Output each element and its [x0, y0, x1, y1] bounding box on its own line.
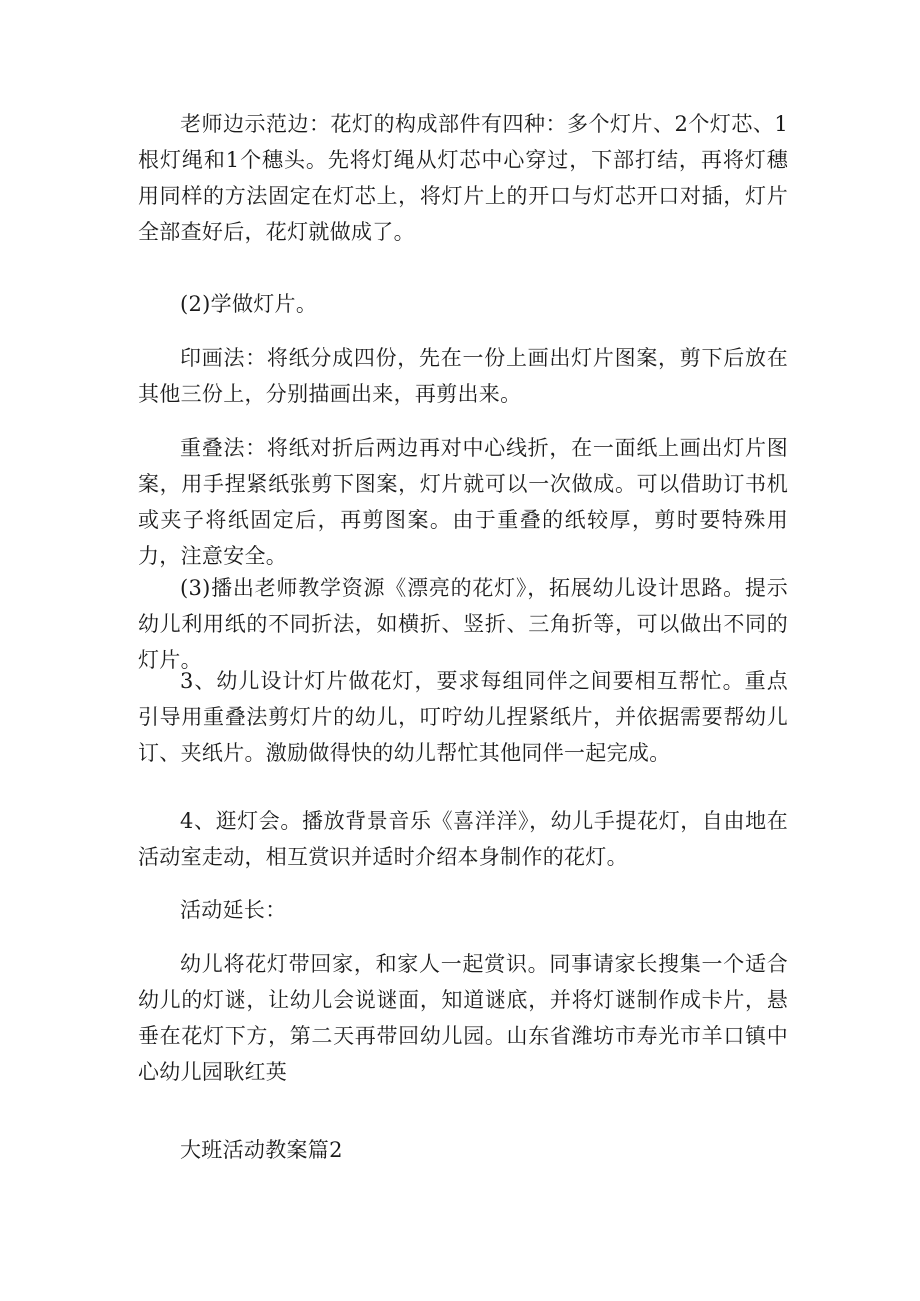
paragraph-design-lanterns: 3、幼儿设计灯片做花灯，要求每组同伴之间要相互帮忙。重点引导用重叠法剪灯片的幼儿，叮咛幼儿捏紧纸片，并依据需要帮幼儿订、夹纸片。激励做得快的幼儿帮忙其他同伴一起完成。 — [138, 669, 788, 765]
paragraph-print-method: 印画法：将纸分成四份，先在一份上画出灯片图案，剪下后放在其他三份上，分别描画出来，再剪出来。 — [138, 346, 788, 406]
paragraph-overlap-method: 重叠法：将纸对折后两边再对中心线折，在一面纸上画出灯片图案，用手捏紧纸张剪下图案，灯片就可以一次做成。可以借助订书机或夹子将纸固定后，再剪图案。由于重叠的纸较厚，剪时要特殊用力，注意安全。 — [138, 436, 788, 568]
paragraph-step-3: (3)播出老师教学资源《漂亮的花灯》，拓展幼儿设计思路。提示幼儿利用纸的不同折法，如横折、竖折、三角折等，可以做出不同的灯片。 — [138, 576, 788, 672]
paragraph-activity-extension-heading: 活动延长： — [180, 898, 287, 922]
paragraph-step-2-heading: (2)学做灯片。 — [180, 292, 318, 316]
paragraph-activity-extension: 幼儿将花灯带回家，和家人一起赏识。同事请家长搜集一个适合幼儿的灯谜，让幼儿会说谜面，知道谜底，并将灯谜制作成卡片，悬垂在花灯下方，第二天再带回幼儿园。山东省潍坊市寿光市羊口镇中心幼儿园耿红英 — [138, 952, 788, 1084]
paragraph-lantern-parts: 老师边示范边：花灯的构成部件有四种：多个灯片、2个灯芯、1根灯绳和1个穗头。先将灯绳从灯芯中心穿过，下部打结，再将灯穗用同样的方法固定在灯芯上，将灯片上的开口与灯芯开口对插，灯片全部查好后，花灯就做成了。 — [138, 112, 788, 244]
paragraph-lantern-fair: 4、逛灯会。播放背景音乐《喜洋洋》，幼儿手提花灯，自由地在活动室走动，相互赏识并适时介绍本身制作的花灯。 — [138, 809, 788, 869]
paragraph-section-title: 大班活动教案篇2 — [180, 1138, 343, 1162]
